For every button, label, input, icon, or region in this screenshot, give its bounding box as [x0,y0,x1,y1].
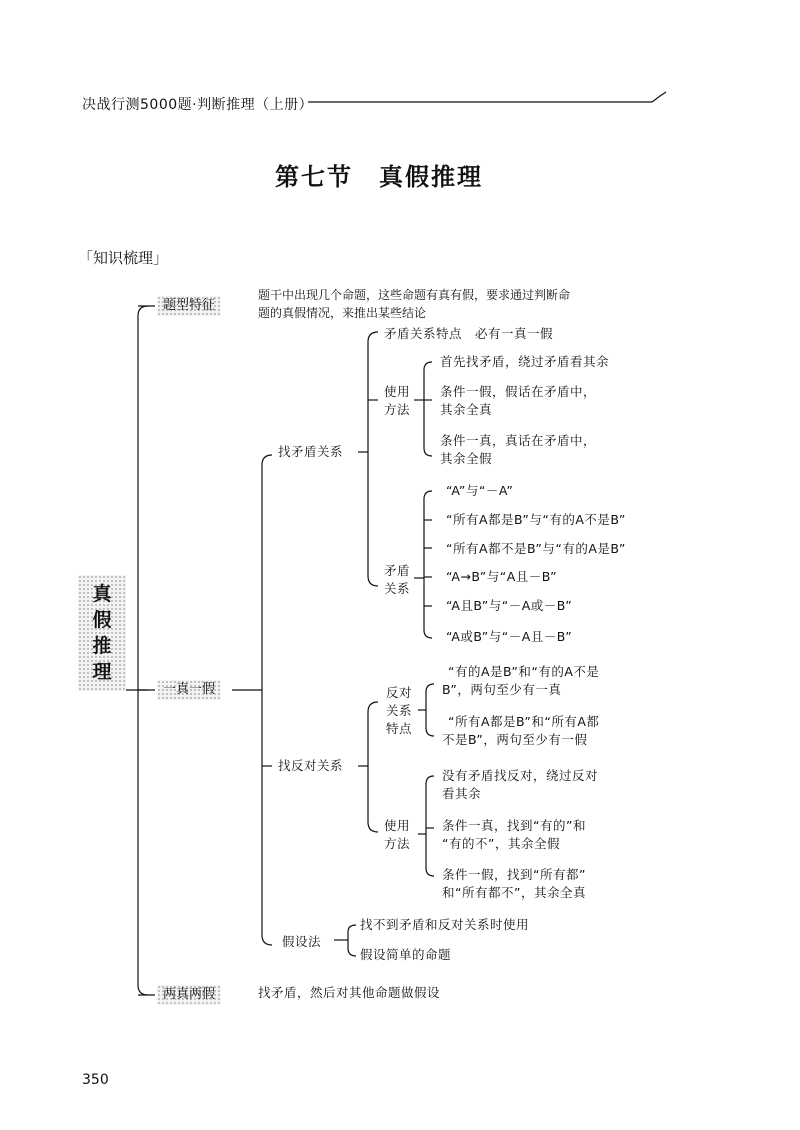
opposition-method-1a: 没有矛盾找反对，绕过反对 [442,768,599,783]
two-true-text: 找矛盾，然后对其他命题做假设 [258,985,441,1000]
root-char-1: 真 [92,583,112,605]
two-true-label: 两真两假 [157,985,221,1005]
spine-opposition [368,702,378,832]
opposition-method-label-1: 使用 [384,818,411,833]
contradiction-method-2a: 条件一假，假话在矛盾中， [440,384,597,399]
opposition-feature-1b: B”，两句至少有一真 [442,682,562,697]
opposition-label: 找反对关系 [278,758,344,773]
opposition-method-label-2: 方法 [384,836,411,851]
root-char-2: 假 [92,609,112,631]
relation-6: “A或B”与“－A且－B” [446,629,573,644]
spine-assumption [348,925,356,956]
opposition-method-2b: “有的不”，其余全假 [442,836,560,851]
contradiction-method-2b: 其余全真 [440,402,493,417]
opposition-feature-label-3: 特点 [386,721,413,736]
one-true-label: 一真一假 [157,680,221,700]
root-node [78,575,126,691]
relation-1: “A”与“－A” [446,483,514,498]
feature-text-2: 题的真假情况，来推出某些结论 [258,306,427,320]
contradiction-method-3b: 其余全假 [440,451,493,466]
contradiction-method-label-2: 方法 [384,402,411,417]
root-char-4: 理 [92,661,112,683]
opposition-feature-2b: 不是B”，两句至少有一假 [442,732,588,747]
page-number: 350 [82,1072,109,1088]
spine-main [138,306,148,995]
assumption-item-1: 找不到矛盾和反对关系时使用 [360,917,530,932]
feature-label: 题型特征 [157,296,221,316]
subtitle: 「知识梳理」 [78,249,169,267]
spine-methods [424,362,432,456]
book-title: 决战行测5000题·判断推理（上册） [82,97,314,113]
spine-relations [424,491,432,638]
spine-opp-methods [426,776,434,876]
relation-label-1: 矛盾 [384,563,411,578]
contradiction-method-1: 首先找矛盾，绕过矛盾看其余 [440,354,610,369]
opposition-feature-label-2: 关系 [386,703,413,718]
contradiction-method-label-1: 使用 [384,384,411,399]
contradiction-label: 找矛盾关系 [278,444,344,459]
opposition-method-2a: 条件一真，找到“有的”和 [442,818,586,833]
spine-contradiction [368,332,378,586]
relation-4: “A→B”与“A且－B” [446,569,558,584]
assumption-item-2: 假设简单的命题 [360,947,452,962]
feature-text-1: 题干中出现几个命题，这些命题有真有假，要求通过判断命 [258,288,571,302]
relation-3: “所有A都不是B”与“有的A是B” [446,541,626,556]
opposition-feature-1a: “有的A是B”和“有的A不是 [448,664,600,679]
opposition-method-3b: 和“所有都不”，其余全真 [442,885,586,900]
contradiction-method-3a: 条件一真，真话在矛盾中， [440,433,597,448]
opposition-feature-label-1: 反对 [386,685,413,700]
header-rule-curl [652,92,666,102]
spine-opp-features [426,684,434,736]
opposition-method-1b: 看其余 [442,786,482,801]
opposition-feature-2a: “所有A都是B”和“所有A都 [448,714,600,729]
relation-5: “A且B”与“－A或－B” [446,598,573,613]
assumption-label: 假设法 [282,934,322,949]
contradiction-feature: 矛盾关系特点 必有一真一假 [384,326,554,341]
opposition-method-3a: 条件一假，找到“所有都” [442,867,586,882]
root-char-3: 推 [92,635,112,657]
section-title: 第七节 真假推理 [275,163,483,191]
relation-label-2: 关系 [384,581,411,596]
relation-2: “所有A都是B”与“有的A不是B” [446,512,626,527]
spine-one-true [262,455,272,945]
